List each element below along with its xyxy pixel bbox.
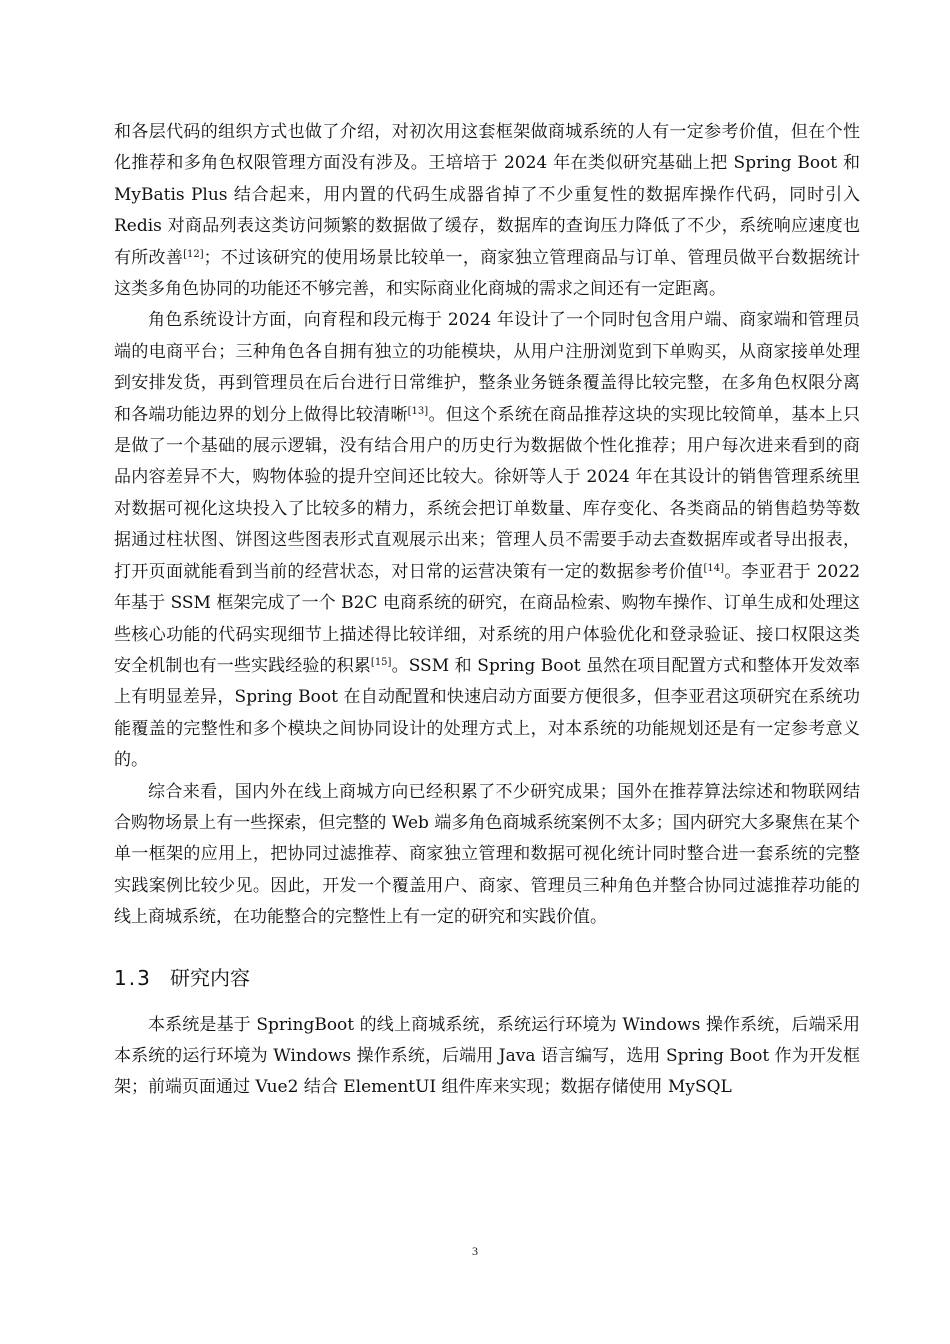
page-number: 3 [472,1244,478,1258]
section-number: 1.3 [114,965,152,990]
paragraph [114,305,860,776]
paragraph-text: 和各层代码的组织方式也做了介绍，对初次用这套框架做商城系统的人有一定参考价值，但在个性化推荐和多角色权限管理方面没有涉及。王培培于 2024 年在类似研究基础上把 Spring Boot 和 MyBatis Plus 结合起来，用内置的代码生成器省掉了不少重复性的数据库操作代码，同时引入 Redis 对商品列表这类访问频繁的数据做了缓存，数据库的查询压力降低了不少，系统响应速度也有所改善 [114,122,860,268]
citation-reference: [15] [370,656,392,668]
paragraph-text: 综合来看，国内外在线上商城方向已经积累了不少研究成果；国外在推荐算法综述和物联网结合购物场景上有一些探索，但完整的 Web 端多角色商城系统案例不太多；国内研究大多聚焦在某个单一框架的应用上，把协同过滤推荐、商家独立管理和数据可视化统计同时整合进一套系统的完整实践案例比较少见。因此，开发一个覆盖用户、商家、管理员三种角色并整合协同过滤推荐功能的线上商城系统，在功能整合的完整性上有一定的研究和实践价值。 [114,781,860,928]
paragraph-text: 。李亚君于 2022 年基于 SSM 框架完成了一个 B2C 电商系统的研究，在商品检索、购物车操作、订单生成和处理这些核心功能的代码实现细节上描述得比较详细，对系统的用户体验优化和登录验证、接口权限这类安全机制也有一些实践经验的积累 [114,561,861,676]
section-heading [114,964,860,992]
citation-reference: [13] [407,405,429,417]
page-body [114,117,860,1104]
citation-reference: [12] [183,248,204,260]
paragraph [114,777,860,934]
section-title: 研究内容 [170,965,250,990]
section-paragraph: 本系统是基于 SpringBoot 的线上商城系统，系统运行环境为 Windows 操作系统，后端采用本系统的运行环境为 Windows 操作系统，后端用 Java 语言编写，选用 Spring Boot 作为开发框架；前端页面通过 Vue2 结合 ElementUI 组件库来实现；数据存储使用 MySQL [114,1014,860,1098]
paragraph-text: 角色系统设计方面，向育程和段元梅于 2024 年设计了一个同时包含用户端、商家端和管理员端的电商平台；三种角色各自拥有独立的功能模块，从用户注册浏览到下单购买，从商家接单处理到安排发货，再到管理员在后台进行日常维护，整条业务链条覆盖得比较完整，在多角色权限分离和各端功能边界的划分上做得比较清晰 [114,310,860,425]
body-paragraphs [114,117,860,934]
citation-reference: [14] [703,562,724,574]
paragraph-text: 。但这个系统在商品推荐这块的实现比较简单，基本上只是做了一个基础的展示逻辑，没有结合用户的历史行为数据做个性化推荐；用户每次进来看到的商品内容差异不大，购物体验的提升空间还比较大。徐妍等人于 2024 年在其设计的销售管理系统里对数据可视化这块投入了比较多的精力，系统会把订单数量、库存变化、各类商品的销售趋势等数据通过柱状图、饼图这些图表形式直观展示出来；管理人员不需要手动去查数据库或者导出报表，打开页面就能看到当前的经营状态，对日常的运营决策有一定的数据参考价值 [114,404,861,582]
paragraph-text: ；不过该研究的使用场景比较单一，商家独立管理商品与订单、管理员做平台数据统计这类多角色协同的功能还不够完善，和实际商业化商城的需求之间还有一定距离。 [114,247,861,300]
paragraph-text: 。SSM 和 Spring Boot 虽然在项目配置方式和整体开发效率上有明显差异，Spring Boot 在自动配置和快速启动方面要方便很多，但李亚君这项研究在系统功能覆盖的完整性和多个模块之间协同设计的处理方式上，对本系统的功能规划还是有一定参考意义的。 [114,655,860,771]
paragraph [114,117,860,305]
